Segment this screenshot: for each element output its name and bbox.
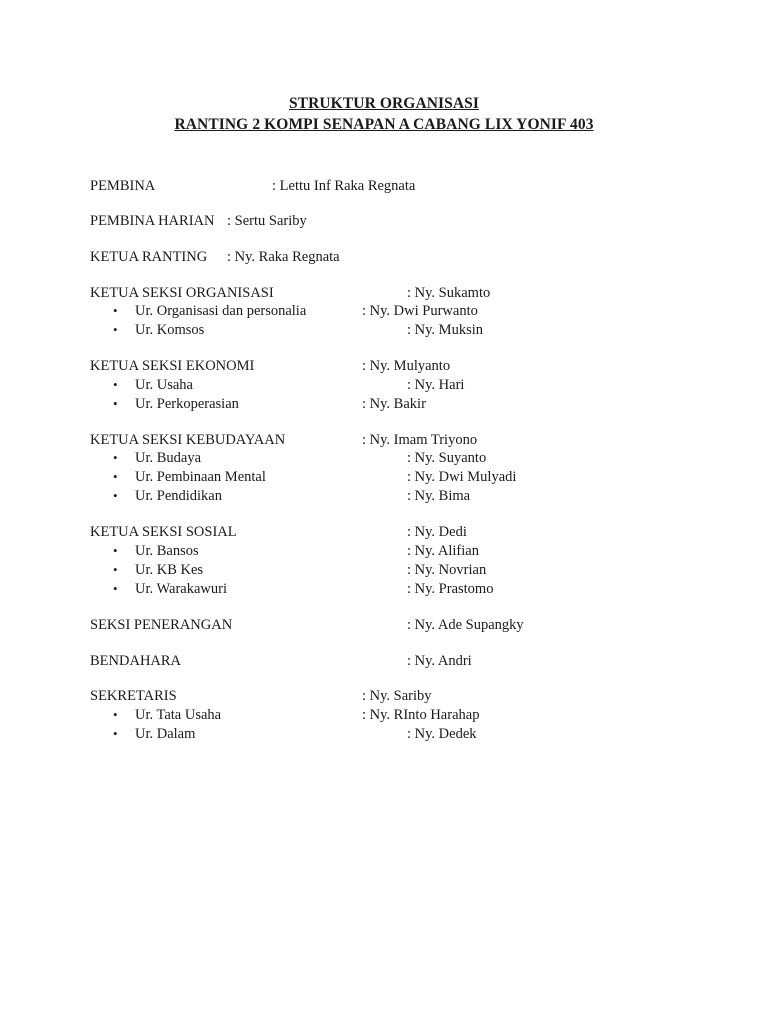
entry-value: : Ny. Sariby [362,688,432,704]
entry-value: : Ny. Dedi [407,524,467,540]
bullet-icon: • [113,303,118,318]
sub-entry-label: Ur. Tata Usaha [135,707,222,723]
entry-label: KETUA SEKSI EKONOMI [90,358,255,374]
entry-label: PEMBINA [90,178,156,194]
bullet-icon: • [113,450,118,465]
entry-value: : Ny. Ade Supangky [407,617,524,633]
entry-value: : Ny. Novrian [407,562,487,578]
entry-label: BENDAHARA [90,653,182,669]
entry-label: KETUA RANTING [90,249,208,265]
sub-entry-label: Ur. Komsos [135,322,205,338]
entry-value: : Ny. Raka Regnata [227,249,340,265]
entry-label: KETUA SEKSI SOSIAL [90,524,237,540]
entry-value: : Ny. Prastomo [407,581,494,597]
sub-entry-label: Ur. Pendidikan [135,488,222,504]
sub-entry-label: Ur. Pembinaan Mental [135,469,266,485]
entry-value: : Ny. Dwi Mulyadi [407,469,517,485]
entry-value: : Ny. Suyanto [407,450,487,466]
sub-entry-label: Ur. Usaha [135,377,193,393]
sub-entry-label: Ur. Organisasi dan personalia [135,303,307,319]
sub-entry-label: Ur. Warakawuri [135,581,227,597]
entry-label: SEKSI PENERANGAN [90,617,233,633]
entry-value: : Ny. Alifian [407,543,479,559]
entry-value: : Ny. Andri [407,653,472,669]
bullet-icon: • [113,488,118,503]
entry-value: : Ny. Hari [407,377,465,393]
bullet-icon: • [113,469,118,484]
sub-entry-label: Ur. Dalam [135,726,196,742]
bullet-icon: • [113,396,118,411]
entry-value: : Ny. Sukamto [407,285,491,301]
entry-value: : Ny. Muksin [407,322,483,338]
title-line-1: STRUKTUR ORGANISASI [288,95,480,112]
sub-entry-label: Ur. Perkoperasian [135,396,239,412]
entry-value: : Ny. Bakir [362,396,426,412]
bullet-icon: • [113,707,118,722]
entry-value: : Ny. RInto Harahap [362,707,480,723]
entry-label: SEKRETARIS [90,688,177,704]
entry-label: KETUA SEKSI KEBUDAYAAN [90,432,286,448]
sub-entry-label: Ur. KB Kes [135,562,204,578]
bullet-icon: • [113,562,118,577]
entry-label: PEMBINA HARIAN [90,213,215,229]
entry-value: : Lettu Inf Raka Regnata [272,178,416,194]
bullet-icon: • [113,543,118,558]
entry-value: : Ny. Imam Triyono [362,432,478,448]
bullet-icon: • [113,377,118,392]
entry-value: : Ny. Dedek [407,726,477,742]
entry-value: : Ny. Mulyanto [362,358,451,374]
entry-value: : Ny. Dwi Purwanto [362,303,478,319]
title-line-2: RANTING 2 KOMPI SENAPAN A CABANG LIX YONIF 403 [174,116,594,133]
bullet-icon: • [113,726,118,741]
document-title [0,93,768,135]
sub-entry-label: Ur. Bansos [135,543,199,559]
sub-entry-label: Ur. Budaya [135,450,202,466]
entry-value: : Sertu Sariby [227,213,307,229]
entry-value: : Ny. Bima [407,488,471,504]
bullet-icon: • [113,322,118,337]
bullet-icon: • [113,581,118,596]
entry-label: KETUA SEKSI ORGANISASI [90,285,274,301]
